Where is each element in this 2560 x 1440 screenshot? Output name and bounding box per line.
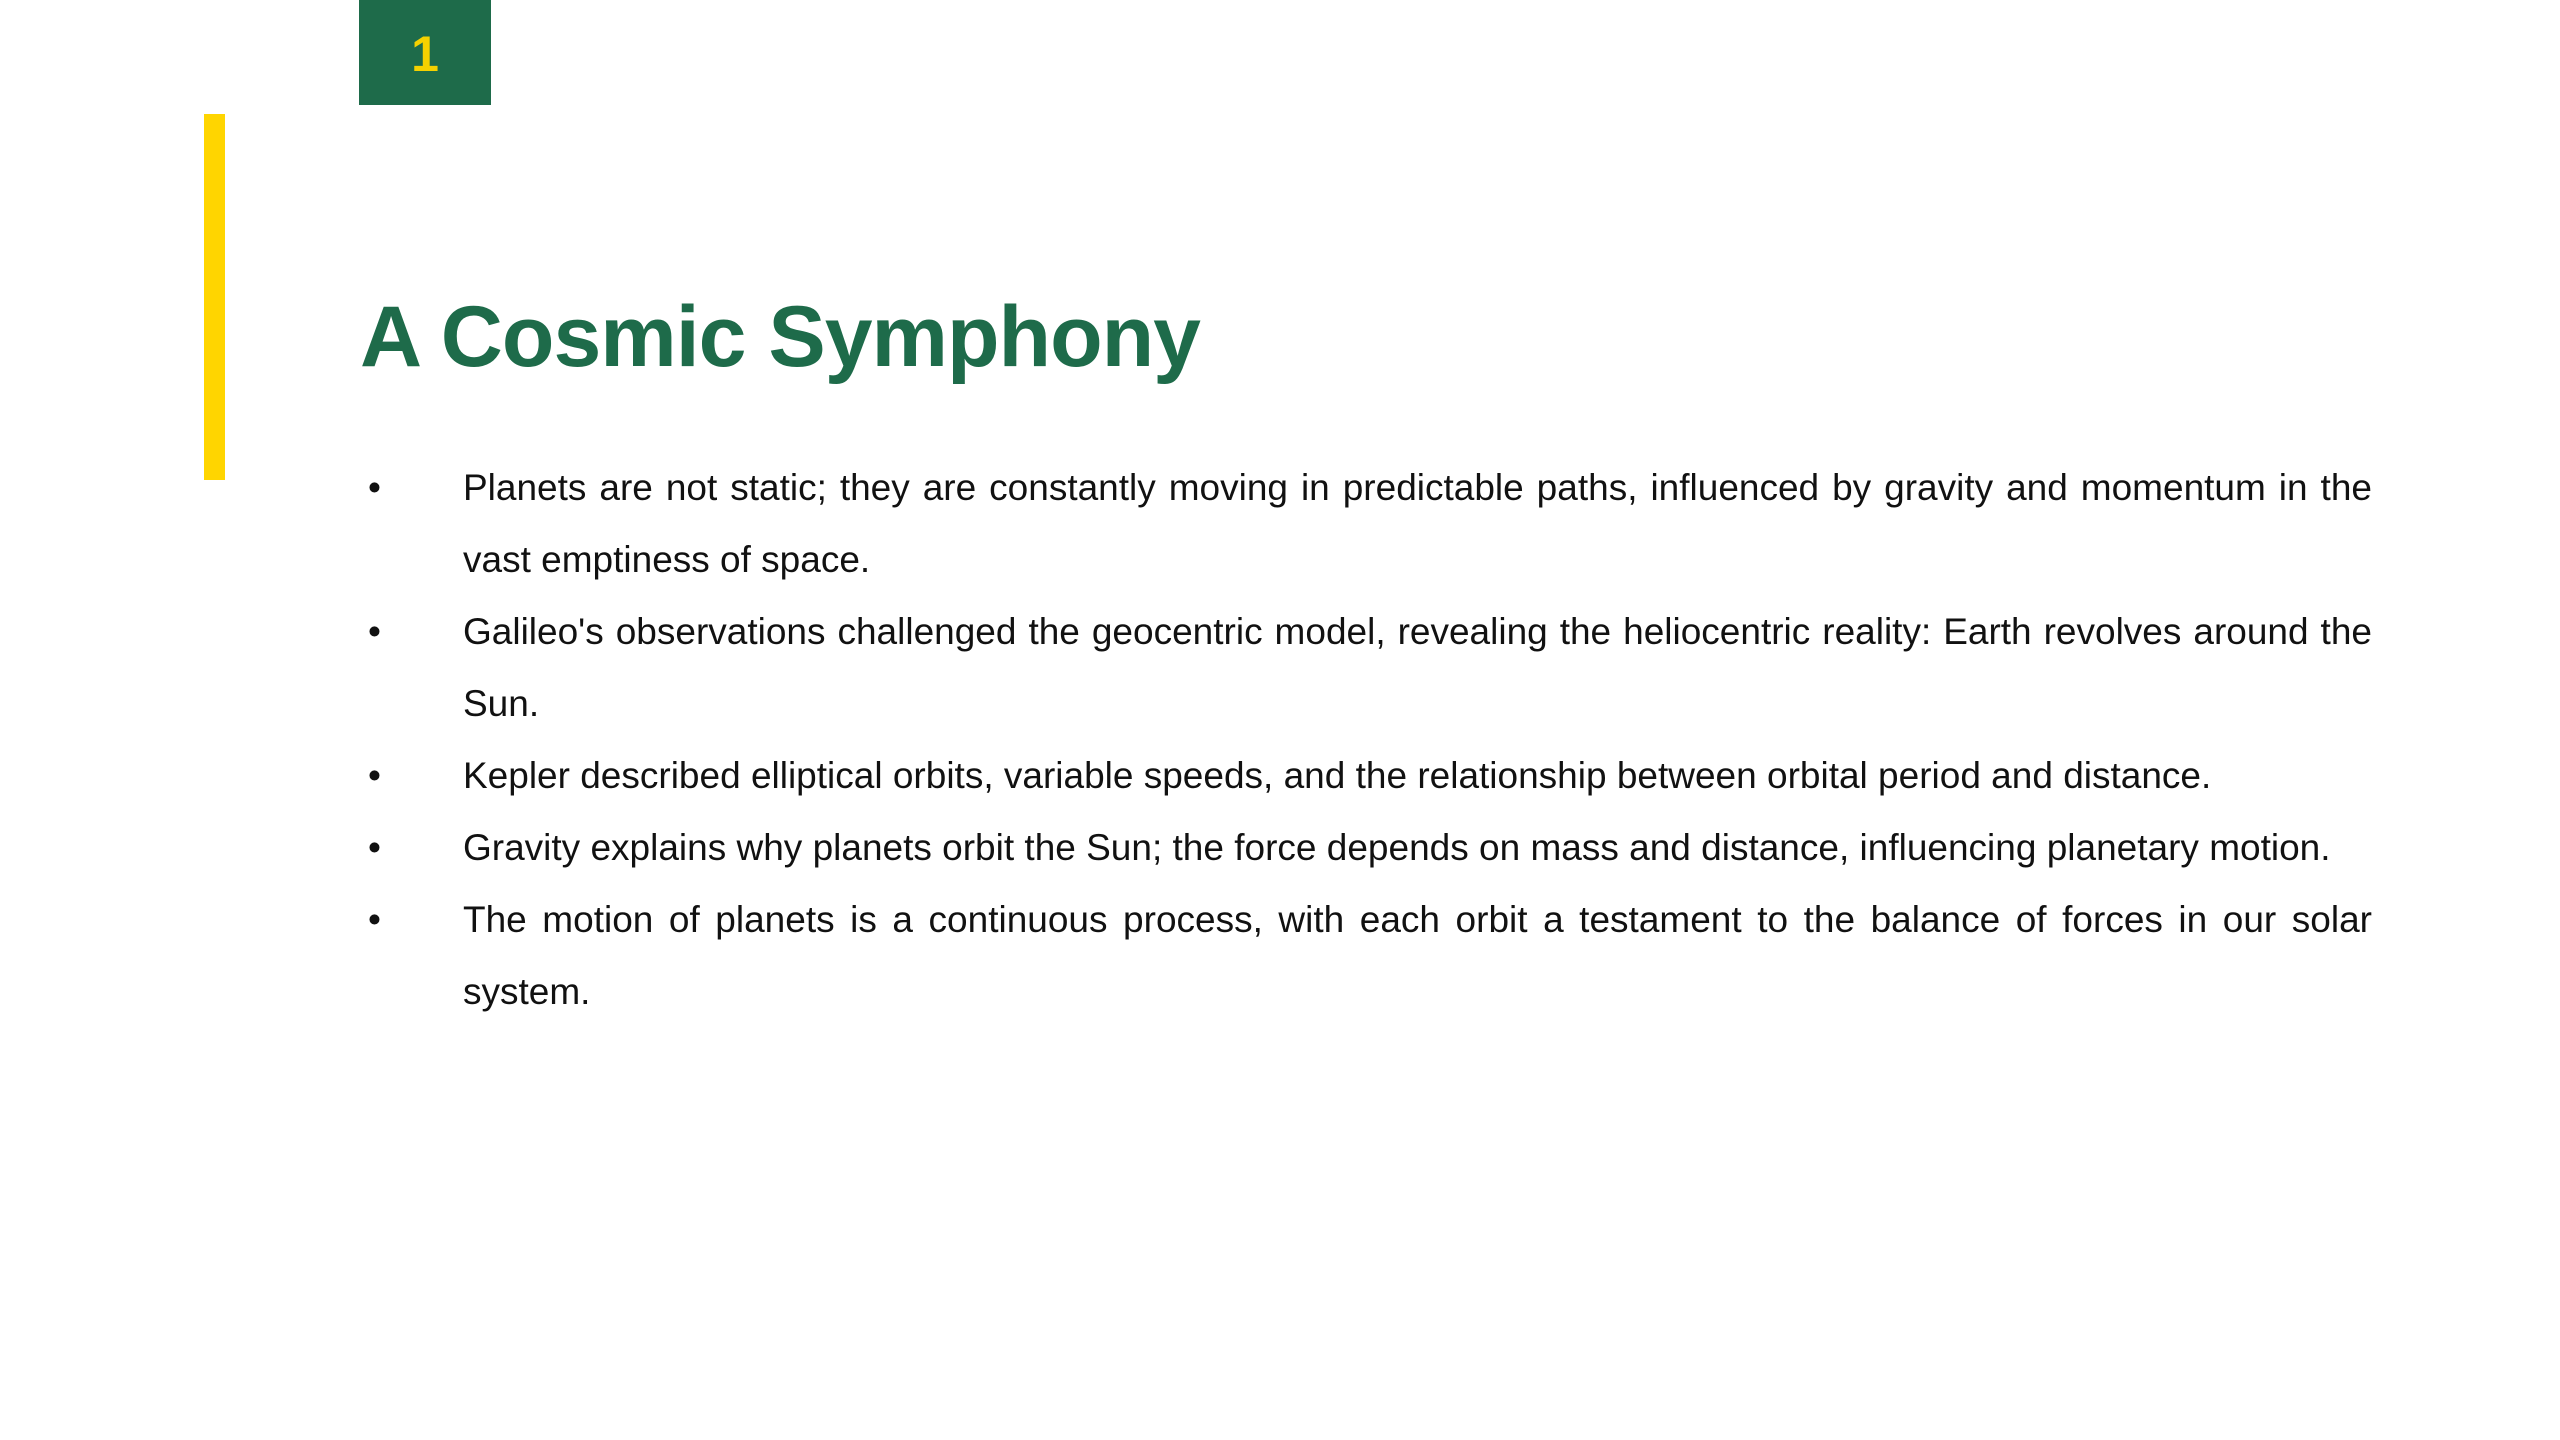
- bullet-list: [360, 452, 2372, 1028]
- bullet-item: [360, 452, 2372, 596]
- bullet-icon: •: [368, 827, 381, 868]
- bullet-text: Kepler described elliptical orbits, variable speeds, and the relationship between orbital period and distance.: [463, 755, 2212, 796]
- page-number-badge: [359, 0, 491, 105]
- slide-title: A Cosmic Symphony: [360, 289, 1200, 385]
- bullet-text: Galileo's observations challenged the geocentric model, revealing the heliocentric reality: Earth revolves around the Sun.: [463, 611, 2372, 724]
- bullet-text: Planets are not static; they are constantly moving in predictable paths, influenced by gravity and momentum in the vast emptiness of space.: [463, 467, 2372, 580]
- bullet-item: [360, 884, 2372, 1028]
- bullet-item: [360, 812, 2372, 884]
- bullet-text: Gravity explains why planets orbit the Sun; the force depends on mass and distance, influencing planetary motion.: [463, 827, 2331, 868]
- bullet-text: The motion of planets is a continuous process, with each orbit a testament to the balance of forces in our solar system.: [463, 899, 2372, 1012]
- bullet-icon: •: [368, 611, 381, 652]
- accent-bar: [204, 114, 225, 480]
- bullet-icon: •: [368, 755, 381, 796]
- bullet-icon: •: [368, 467, 381, 508]
- bullet-item: [360, 740, 2372, 812]
- bullet-item: [360, 596, 2372, 740]
- page-number: 1: [411, 25, 439, 82]
- bullet-icon: •: [368, 899, 381, 940]
